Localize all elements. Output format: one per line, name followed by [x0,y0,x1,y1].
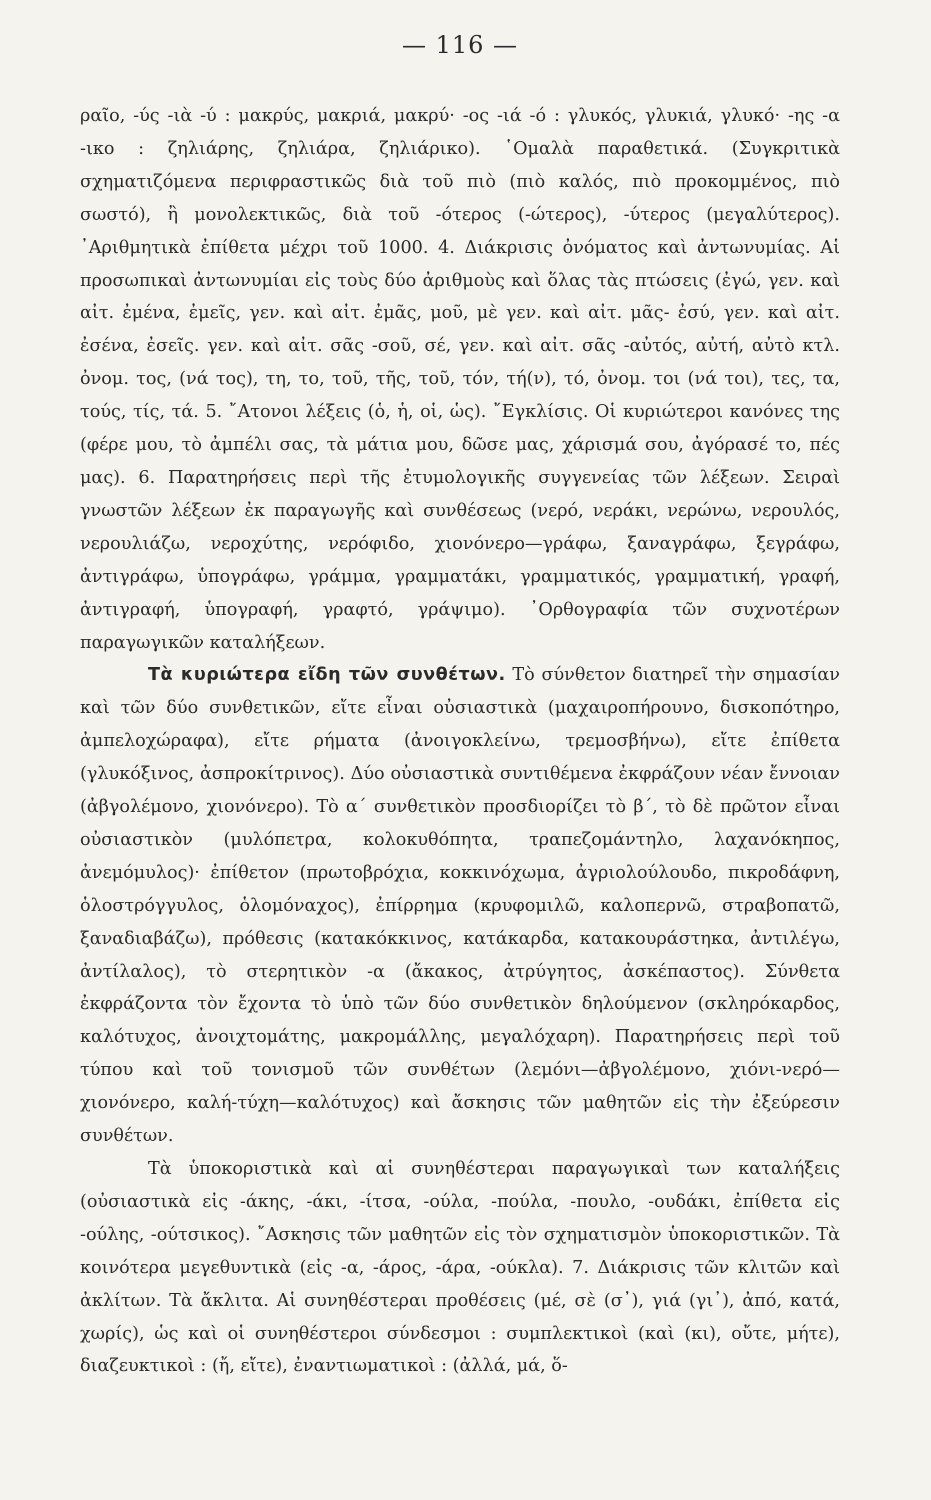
paragraph-compounds-text: Τὸ σύνθετον διατηρεῖ τὴν σημασίαν καὶ τῶν δύο συνθετικῶν, εἴτε εἶναι οὐσιαστικὰ (μαχαιροπήρουνο, δισκοπότηρο, ἀμπελοχώραφα), εἴτε ρήματα (ἀνοιγοκλείνω, τρεμοσβήνω), εἴτε ἐπίθετα (γλυκόξινος, ἀσπροκίτρινος). Δύο οὐσιαστικὰ συντιθέμενα ἐκφράζουν νέαν ἔννοιαν (ἀβγολέμονο, χιονόνερο). Τὸ α΄ συνθετικὸν προσδιορίζει τὸ β΄, τὸ δὲ πρῶτον εἶναι οὐσιαστικὸν (μυλόπετρα, κολοκυθόπητα, τραπεζομάντηλο, λαχανόκηπος, ἀνεμόμυλος)· ἐπίθετον (πρωτοβρόχια, κοκκινόχωμα, ἀγριολούλουδο, πικροδάφνη, ὁλοστρόγγυλος, ὁλομόναχος), ἐπίρρημα (κρυφομιλῶ, καλοπερνῶ, στραβοπατῶ, ξαναδιαβάζω), πρόθεσις (κατακόκκινος, κατάκαρδα, κατακουράστηκα, ἀντιλέγω, ἀντίλαλος), τὸ στερητικὸν -α (ἄκακος, ἀτρύγητος, ἀσκέπαστος). Σύνθετα ἐκφράζοντα τὸν ἔχοντα τὸ ὑπὸ τῶν δύο συνθετικὸν δηλούμενον (σκληρόκαρδος, καλότυχος, ἀνοιχτομάτης, μακρομάλλης, μεγαλόχαρη). Παρατηρήσεις περὶ τοῦ τύπου καὶ τοῦ τονισμοῦ τῶν συνθέτων (λεμόνι—ἀβγολέμονο, χιόνι-νερό—χιονόνερο, καλή-τύχη—καλότυχος) καὶ ἄσκησις τῶν μαθητῶν εἰς τὴν ἐξεύρεσιν συνθέτων. [80,665,840,1147]
book-page [80,30,840,1383]
section-heading-compounds: Τὰ κυριώτερα εἴδη τῶν συνθέτων. [148,665,506,686]
paragraph-diminutives: Τὰ ὑποκοριστικὰ καὶ αἱ συνηθέστεραι παραγωγικαὶ των καταλήξεις (οὐσιαστικὰ εἰς -άκης, -άκι, -ίτσα, -ούλα, -πούλα, -πουλο, -ουδάκι, ἐπίθετα εἰς -ούλης, -ούτσικος). ῎Ασκησις τῶν μαθητῶν εἰς τὸν σχηματισμὸν ὑποκοριστικῶν. Τὰ κοινότερα μεγεθυντικὰ (εἰς -α, -άρος, -άρα, -ούκλα). 7. Διάκρισις τῶν κλιτῶν καὶ ἀκλίτων. Τὰ ἄκλιτα. Αἱ συνηθέστεραι προθέσεις (μέ, σὲ (σ᾿), γιά (γι᾿), ἀπό, κατά, χωρίς), ὡς καὶ οἱ συνηθέστεροι σύνδεσμοι : συμπλεκτικοὶ (καὶ (κι), οὔτε, μήτε), διαζευκτικοὶ : (ἤ, εἴτε), ἐναντιωματικοὶ : (ἀλλά, μά, ὅ- [80,1159,840,1377]
paragraph-compounds [80,659,840,1153]
page-number: — 116 — [401,31,519,59]
body-text [80,100,840,1383]
paragraph-adjectives-pronouns: ραῖο, -ύς -ιὰ -ύ : μακρύς, μακριά, μακρύ· -ος -ιά -ό : γλυκός, γλυκιά, γλυκό· -ης -α -ικο : ζηλιάρης, ζηλιάρα, ζηλιάρικο). ῾Ομαλὰ παραθετικά. (Συγκριτικὰ σχηματιζόμενα περιφραστικῶς διὰ τοῦ πιὸ (πιὸ καλός, πιὸ προκομμένος, πιὸ σωστό), ἢ μονολεκτικῶς, διὰ τοῦ -ότερος (-ώτερος), -ύτερος (μεγαλύτερος). ᾿Αριθμητικὰ ἐπίθετα μέχρι τοῦ 1000. 4. Διάκρισις ὀνόματος καὶ ἀντωνυμίας. Αἱ προσωπικαὶ ἀντωνυμίαι εἰς τοὺς δύο ἀριθμοὺς καὶ ὅλας τὰς πτώσεις (ἐγώ, γεν. καὶ αἰτ. ἐμένα, ἐμεῖς, γεν. καὶ αἰτ. ἐμᾶς, μοῦ, μὲ γεν. καὶ αἰτ. μᾶς- ἐσύ, γεν. καὶ αἰτ. ἐσένα, ἐσεῖς. γεν. καὶ αἰτ. σᾶς -σοῦ, σέ, γεν. καὶ αἰτ. σᾶς -αὐτός, αὐτή, αὐτὸ κτλ. ὀνομ. τος, (νά τος), τη, το, τοῦ, τῆς, τοῦ, τόν, τή(ν), τό, ὀνομ. τοι (νά τοι), τες, τα, τούς, τίς, τά. 5. ῎Ατονοι λέξεις (ὁ, ἡ, οἱ, ὡς). ῎Εγκλίσις. Οἱ κυριώτεροι κανόνες της (φέρε μου, τὸ ἀμπέλι σας, τὰ μάτια μου, δῶσε μας, χάρισμά σου, ἀγόρασέ το, πές μας). 6. Παρατηρήσεις περὶ τῆς ἐτυμολογικῆς συγγενείας τῶν λέξεων. Σειραὶ γνωστῶν λέξεων ἐκ παραγωγῆς καὶ συνθέσεως (νερό, νεράκι, νερώνω, νερουλός, νερουλιάζω, νεροχύτης, νερόφιδο, χιονόνερο—γράφω, ξαναγράφω, ξεγράφω, ἀντιγράφω, ὑπογράφω, γράμμα, γραμματάκι, γραμματικός, γραμματική, γραφή, ἀντιγραφή, ὑπογραφή, γραφτό, γράψιμο). ᾿Ορθογραφία τῶν συχνοτέρων παραγωγικῶν καταλήξεων. [80,106,840,653]
